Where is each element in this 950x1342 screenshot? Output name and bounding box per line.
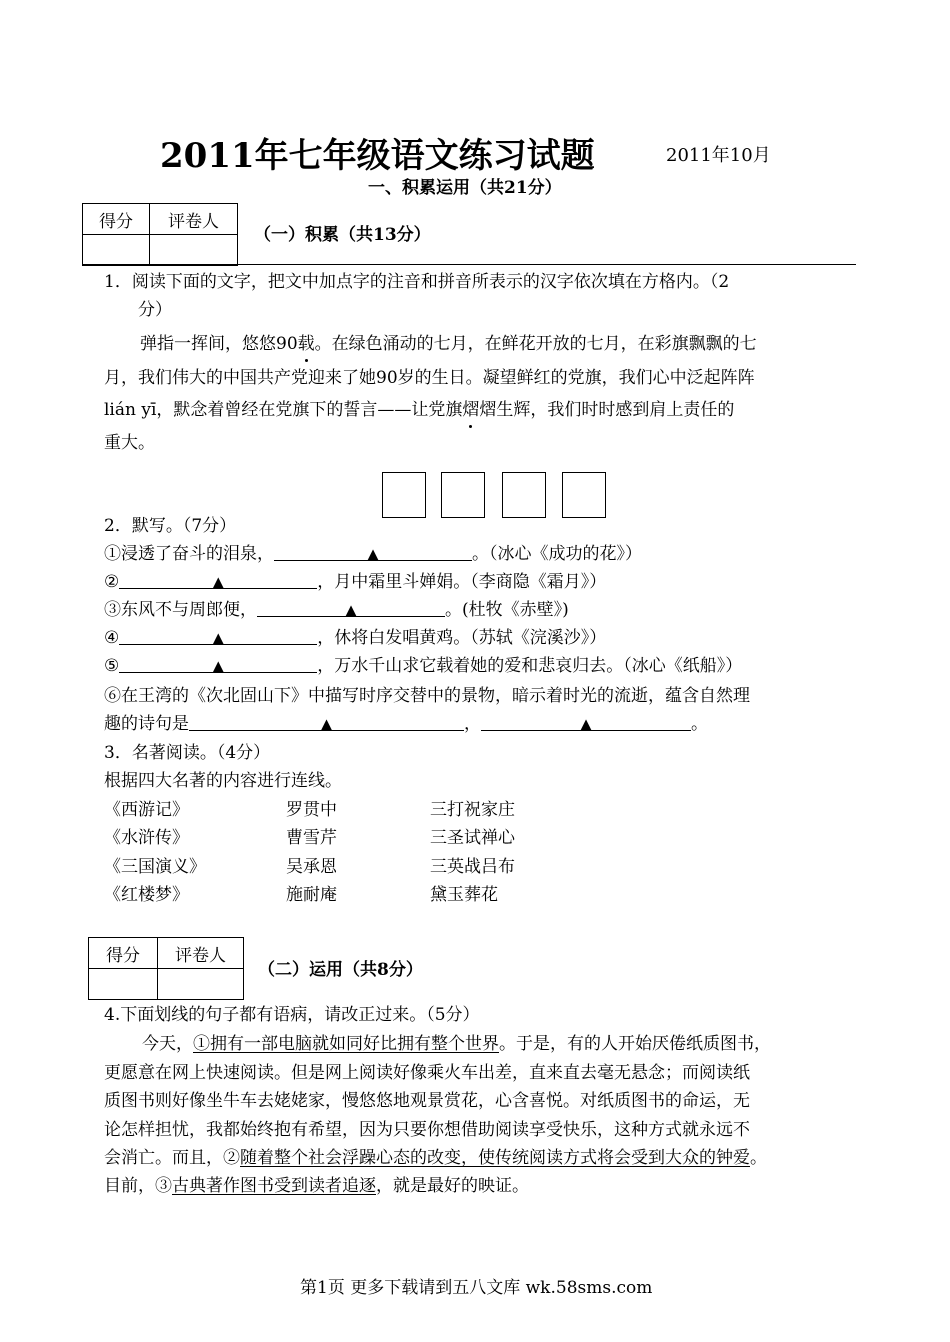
fill-blank[interactable]: ▲ xyxy=(257,596,445,617)
book-title: 《西游记》 xyxy=(104,800,189,820)
episode-name: 黛玉葬花 xyxy=(430,885,498,905)
q4-passage-line-5: 会消亡。而且，②随着整个社会浮躁心态的改变，使传统阅读方式将会受到大众的钟爱。 xyxy=(104,1148,767,1168)
score-label: 得分 xyxy=(83,204,150,235)
score-table-1 xyxy=(82,203,238,266)
page-footer: 第1页 更多下载请到五八文库 wk.58sms.com xyxy=(300,1278,653,1298)
episode-name: 三打祝家庄 xyxy=(430,800,515,820)
q1-passage-line-4: 重大。 xyxy=(104,433,155,453)
fill-blank[interactable]: ▲ xyxy=(274,540,472,561)
subsection-heading-1: （一）积累（共13分） xyxy=(254,225,431,245)
section-heading-1: 一、积累运用（共21分） xyxy=(368,178,562,198)
answer-box-1[interactable] xyxy=(382,472,426,518)
score-table-2 xyxy=(88,937,244,1000)
book-title: 《红楼梦》 xyxy=(104,885,189,905)
q2-line-4: ④ ▲ ，休将白发唱黄鸡。（苏轼《浣溪沙》） xyxy=(104,624,606,652)
q4-passage-line-4: 论怎样担忧，我都始终抱有希望，因为只要你想借助阅读享受快乐，这种方式就永远不 xyxy=(104,1120,750,1140)
dotted-char: 熠 xyxy=(462,396,479,424)
grader-cell[interactable] xyxy=(150,235,238,266)
divider xyxy=(82,264,856,265)
q1-passage-line-1: 弹指一挥间，悠悠90载。在绿色涌动的七月，在鲜花开放的七月，在彩旗飘飘的七 xyxy=(140,330,757,358)
episode-name: 三圣试禅心 xyxy=(430,828,515,848)
author-name: 施耐庵 xyxy=(286,885,337,905)
q2-line-3: ③东风不与周郎便， ▲ 。(杜牧《赤壁》) xyxy=(104,596,569,624)
underlined-sentence-2: 随着整个社会浮躁心态的改变，使传统阅读方式将会受到大众的钟爱 xyxy=(240,1148,750,1168)
grader-label: 评卷人 xyxy=(158,938,244,969)
author-name: 罗贯中 xyxy=(286,800,337,820)
fill-blank[interactable]: ▲ xyxy=(189,710,464,731)
score-label: 得分 xyxy=(89,938,158,969)
underlined-sentence-1: ①拥有一部电脑就如同好比拥有整个世界 xyxy=(193,1034,499,1054)
q1-text-cont: 分） xyxy=(138,300,172,320)
fill-blank[interactable]: ▲ xyxy=(119,568,317,589)
q2-line-2: ② ▲ ，月中霜里斗婵娟。（李商隐《霜月》） xyxy=(104,568,606,596)
book-title: 《水浒传》 xyxy=(104,828,189,848)
grader-label: 评卷人 xyxy=(150,204,238,235)
q3-instruction: 根据四大名著的内容进行连线。 xyxy=(104,771,342,791)
score-cell[interactable] xyxy=(83,235,150,266)
q2-heading: 2．默写。（7分） xyxy=(104,516,237,536)
episode-name: 三英战吕布 xyxy=(430,857,515,877)
book-title: 《三国演义》 xyxy=(104,857,206,877)
q4-passage-line-3: 质图书则好像坐牛车去姥姥家，慢悠悠地观景赏花，心含喜悦。对纸质图书的命运，无 xyxy=(104,1091,750,1111)
fill-blank[interactable]: ▲ xyxy=(119,624,317,645)
q4-passage-line-1: 今天，①拥有一部电脑就如同好比拥有整个世界。于是，有的人开始厌倦纸质图书， xyxy=(142,1034,771,1054)
q4-passage-line-2: 更愿意在网上快速阅读。但是网上阅读好像乘火车出差，直来直去毫无悬念；而阅读纸 xyxy=(104,1063,750,1083)
q1-passage-line-2: 月，我们伟大的中国共产党迎来了她90岁的生日。凝望鲜红的党旗，我们心中泛起阵阵 xyxy=(104,368,755,388)
q3-heading: 3．名著阅读。（4分） xyxy=(104,743,271,763)
subsection-heading-2: （二）运用（共8分） xyxy=(258,960,423,980)
q2-line-6-cont: 趣的诗句是 ▲ ， ▲ 。 xyxy=(104,710,708,738)
author-name: 吴承恩 xyxy=(286,857,337,877)
q2-line-6: ⑥在王湾的《次北固山下》中描写时序交替中的景物，暗示着时光的流逝，蕴含自然理 xyxy=(104,686,750,706)
q1-text: 1．阅读下面的文字，把文中加点字的注音和拼音所表示的汉字依次填在方格内。（2 xyxy=(104,272,730,292)
grader-cell[interactable] xyxy=(158,969,244,1000)
q2-line-5: ⑤ ▲ ，万水千山求它载着她的爱和悲哀归去。（冰心《纸船》） xyxy=(104,652,742,680)
fill-blank[interactable]: ▲ xyxy=(481,710,691,731)
underlined-sentence-3: 古典著作图书受到读者追逐 xyxy=(172,1176,376,1196)
page-date: 2011年10月 xyxy=(666,145,771,166)
author-name: 曹雪芹 xyxy=(286,828,337,848)
fill-blank[interactable]: ▲ xyxy=(119,652,317,673)
q4-passage-line-6: 目前，③古典著作图书受到读者追逐，就是最好的映证。 xyxy=(104,1176,529,1196)
q1-passage-line-3: lián yī，默念着曾经在党旗下的誓言——让党旗熠熠生辉，我们时时感到肩上责任的 xyxy=(104,396,734,424)
q2-line-1: ①浸透了奋斗的泪泉， ▲ 。（冰心《成功的花》） xyxy=(104,540,642,568)
answer-box-2[interactable] xyxy=(441,472,485,518)
answer-box-3[interactable] xyxy=(502,472,546,518)
dotted-char: 载 xyxy=(298,330,315,358)
score-cell[interactable] xyxy=(89,969,158,1000)
answer-box-4[interactable] xyxy=(562,472,606,518)
page-title: 2011年七年级语文练习试题 xyxy=(160,136,595,176)
q4-heading: 4.下面划线的句子都有语病，请改正过来。（5分） xyxy=(104,1005,480,1025)
